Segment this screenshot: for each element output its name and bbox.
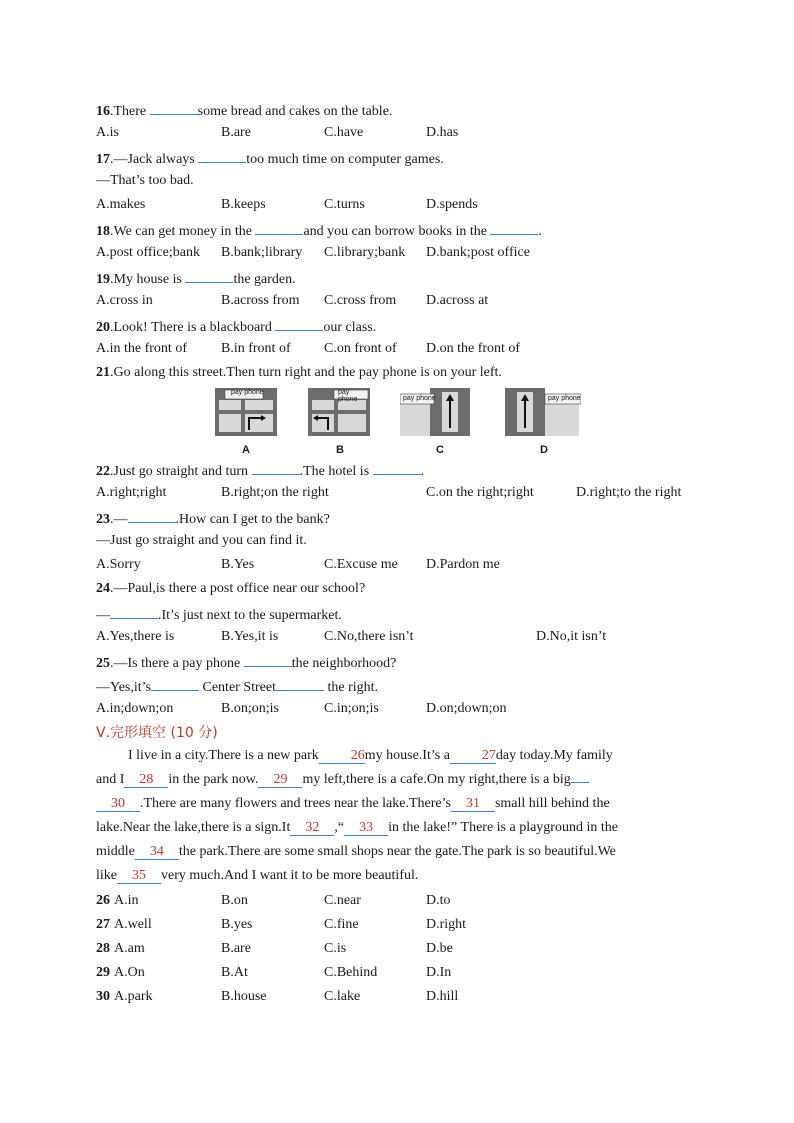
question-25: [96, 652, 396, 673]
passage-text: my left,there is a cafe.On my right,there is a big: [302, 772, 571, 787]
question-18: [96, 220, 542, 241]
question-text: .—Jack always: [110, 152, 199, 167]
passage-line: [96, 768, 696, 792]
option-c[interactable]: C.near: [324, 893, 361, 908]
option-a[interactable]: A.in the front of: [96, 341, 187, 356]
question-text: our class.: [323, 320, 377, 335]
question-number: 23: [96, 512, 110, 527]
option-d[interactable]: D.be: [426, 941, 453, 956]
option-d[interactable]: D.on;down;on: [426, 701, 507, 716]
reply-23: —Just go straight and you can find it.: [96, 533, 307, 548]
reply-24: [96, 604, 342, 625]
question-number: 22: [96, 464, 110, 479]
option-a[interactable]: A.Yes,there is: [96, 629, 175, 644]
cloze-blank-27[interactable]: 27: [450, 748, 496, 764]
question-text: .There: [110, 104, 150, 119]
question-number: 30: [96, 989, 110, 1004]
passage-text: I live in a city.There is a new park: [128, 748, 319, 763]
question-23: [96, 508, 330, 529]
passage-text: small hill behind the: [494, 796, 610, 811]
picture-label-a: A: [242, 444, 250, 456]
answer-blank[interactable]: [373, 460, 421, 475]
option-d[interactable]: D.bank;post office: [426, 245, 530, 260]
passage-text: in the lake!” There is a playground in the: [388, 820, 618, 835]
option-a[interactable]: A.post office;bank: [96, 245, 200, 260]
question-text: too much time on computer games.: [246, 152, 444, 167]
passage-line: [96, 744, 696, 768]
passage-text: the park.There are some small shops near the gate.The park is so beautiful.We: [178, 844, 616, 859]
option-a[interactable]: A.in;down;on: [96, 701, 174, 716]
option-a[interactable]: A.Sorry: [96, 557, 141, 572]
passage-text: .There are many flowers and trees near the lake.There’s: [140, 796, 451, 811]
picture-label-b: B: [336, 444, 344, 456]
answer-blank[interactable]: [490, 220, 538, 235]
question-number: 18: [96, 224, 110, 239]
answer-blank[interactable]: [110, 604, 158, 619]
cloze-blank-31[interactable]: 31: [451, 796, 495, 812]
cloze-blank-30-start[interactable]: [571, 782, 589, 783]
question-20: [96, 316, 376, 337]
question-text: .—Is there a pay phone: [110, 656, 244, 671]
question-text: the neighborhood?: [291, 656, 397, 671]
cloze-blank-33[interactable]: 33: [344, 820, 388, 836]
question-text: .—: [110, 512, 128, 527]
question-17: [96, 148, 444, 169]
answer-blank[interactable]: [244, 652, 292, 667]
option-a[interactable]: A.right;right: [96, 485, 167, 500]
option-b[interactable]: B.on: [221, 893, 248, 908]
picture-label-d: D: [540, 444, 548, 456]
question-number: 17: [96, 152, 110, 167]
option-d[interactable]: D.No,it isn’t: [536, 629, 607, 644]
map-picture-d[interactable]: [505, 388, 581, 436]
option-a[interactable]: A.makes: [96, 197, 146, 212]
passage-line: [96, 816, 696, 840]
answer-blank[interactable]: [275, 316, 323, 331]
option-d[interactable]: D.spends: [426, 197, 478, 212]
option-a[interactable]: A.is: [96, 125, 119, 140]
option-b[interactable]: B.on;on;is: [221, 701, 279, 716]
option-d[interactable]: D.right;to the right: [576, 485, 682, 500]
question-number: 28: [96, 941, 110, 956]
question-text: .: [420, 464, 425, 479]
passage-text: lake.Near the lake,there is a sign.It: [96, 820, 291, 835]
passage-text: my house.It’s a: [364, 748, 450, 763]
question-text: .: [538, 224, 542, 239]
map-picture-b[interactable]: [308, 388, 370, 436]
answer-blank[interactable]: [150, 100, 198, 115]
option-c[interactable]: C.Behind: [324, 965, 378, 980]
reply-25: [96, 676, 378, 697]
passage-text: very much.And I want it to be more beautiful.: [161, 868, 419, 883]
option-c[interactable]: C.Excuse me: [324, 557, 398, 572]
option-c[interactable]: C.on front of: [324, 341, 397, 356]
answer-blank[interactable]: [151, 676, 199, 691]
sign-label: pay phone: [548, 395, 581, 402]
cloze-blank-32[interactable]: 32: [290, 820, 334, 836]
question-number: 19: [96, 272, 110, 287]
answer-blank[interactable]: [276, 676, 324, 691]
option-a[interactable]: A.well: [114, 917, 152, 932]
sign-label: pay phone: [403, 395, 436, 402]
question-21: [96, 364, 502, 382]
option-b[interactable]: B.house: [221, 989, 267, 1004]
question-number: 25: [96, 656, 110, 671]
option-b[interactable]: B.At: [221, 965, 248, 980]
sign-label: pay phone: [338, 389, 358, 403]
question-text: .—Paul,is there a post office near our school?: [110, 581, 366, 596]
option-a[interactable]: A.On: [114, 965, 145, 980]
reply-17: —That’s too bad.: [96, 173, 194, 188]
map-picture-c[interactable]: [400, 388, 474, 436]
option-a[interactable]: A.in: [114, 893, 139, 908]
option-a[interactable]: A.park: [114, 989, 153, 1004]
question-text: .How can I get to the bank?: [175, 512, 330, 527]
option-c[interactable]: C.cross from: [324, 293, 397, 308]
option-c[interactable]: C.fine: [324, 917, 359, 932]
option-b[interactable]: B.right;on the right: [221, 485, 329, 500]
passage-text: like: [96, 868, 117, 883]
option-b[interactable]: B.are: [221, 125, 251, 140]
answer-blank[interactable]: [185, 268, 233, 283]
option-c[interactable]: C.in;on;is: [324, 701, 379, 716]
question-text: .Just go straight and turn: [110, 464, 252, 479]
cloze-blank-28[interactable]: 28: [124, 772, 168, 788]
question-number: 27: [96, 917, 110, 932]
map-picture-a[interactable]: [215, 388, 277, 436]
question-text: .Go along this street.Then turn right and the pay phone is on your left.: [110, 365, 502, 380]
passage-line: [96, 840, 696, 864]
answer-blank[interactable]: [252, 460, 300, 475]
reply-text: —: [96, 608, 110, 623]
reply-text: the right.: [323, 680, 379, 695]
question-text: and you can borrow books in the: [303, 224, 491, 239]
cloze-blank-30[interactable]: 30: [96, 796, 140, 812]
option-d[interactable]: D.has: [426, 125, 459, 140]
passage-text: day today.My family: [495, 748, 613, 763]
reply-text: .It’s just next to the supermarket.: [158, 608, 342, 623]
answer-blank[interactable]: [128, 508, 176, 523]
option-c[interactable]: C.turns: [324, 197, 365, 212]
question-22: [96, 460, 424, 481]
option-c[interactable]: C.lake: [324, 989, 361, 1004]
question-text: .My house is: [110, 272, 186, 287]
question-text: the garden.: [233, 272, 296, 287]
passage-line: [96, 864, 696, 888]
option-b[interactable]: B.yes: [221, 917, 253, 932]
reply-text: Center Street: [199, 680, 276, 695]
picture-label-c: C: [436, 444, 444, 456]
option-b[interactable]: B.bank;library: [221, 245, 303, 260]
question-16: [96, 100, 392, 121]
option-d[interactable]: D.In: [426, 965, 452, 980]
option-d[interactable]: D.across at: [426, 293, 489, 308]
option-b[interactable]: B.Yes: [221, 557, 255, 572]
option-a[interactable]: A.cross in: [96, 293, 153, 308]
option-b[interactable]: B.Yes,it is: [221, 629, 279, 644]
option-b[interactable]: B.keeps: [221, 197, 266, 212]
question-number: 24: [96, 581, 110, 596]
section-title: Ⅴ.完形填空 (10 分): [96, 725, 218, 741]
option-d[interactable]: D.right: [426, 917, 467, 932]
passage-text: middle: [96, 844, 135, 859]
question-19: [96, 268, 296, 289]
sign-label: pay phone: [231, 389, 264, 396]
passage-text: and I: [96, 772, 125, 787]
cloze-passage: [96, 744, 696, 888]
option-d[interactable]: D.on the front of: [426, 341, 521, 356]
cloze-blank-35[interactable]: 35: [117, 868, 161, 884]
passage-line: [96, 792, 696, 816]
question-text: .We can get money in the: [110, 224, 256, 239]
reply-text: —Yes,it’s: [96, 680, 151, 695]
question-text: .The hotel is: [299, 464, 373, 479]
option-d[interactable]: D.Pardon me: [426, 557, 500, 572]
option-a[interactable]: A.am: [114, 941, 145, 956]
option-b[interactable]: B.in front of: [221, 341, 291, 356]
cloze-blank-29[interactable]: 29: [258, 772, 302, 788]
question-number: 26: [96, 893, 110, 908]
option-d[interactable]: D.to: [426, 893, 451, 908]
option-b[interactable]: B.across from: [221, 293, 300, 308]
option-c[interactable]: C.have: [324, 125, 364, 140]
option-d[interactable]: D.hill: [426, 989, 459, 1004]
question-number: 20: [96, 320, 110, 335]
question-24: [96, 580, 365, 598]
question-text: .Look! There is a blackboard: [110, 320, 276, 335]
cloze-blank-34[interactable]: 34: [135, 844, 179, 860]
option-b[interactable]: B.are: [221, 941, 251, 956]
passage-text: in the park now.: [168, 772, 259, 787]
passage-text: ,“: [334, 820, 345, 835]
option-c[interactable]: C.library;bank: [324, 245, 406, 260]
option-c[interactable]: C.is: [324, 941, 347, 956]
question-number: 21: [96, 365, 110, 380]
option-c[interactable]: C.No,there isn’t: [324, 629, 414, 644]
option-c[interactable]: C.on the right;right: [426, 485, 534, 500]
answer-blank[interactable]: [198, 148, 246, 163]
question-text: some bread and cakes on the table.: [197, 104, 393, 119]
question-number: 16: [96, 104, 110, 119]
answer-blank[interactable]: [255, 220, 303, 235]
cloze-blank-26[interactable]: 26: [319, 748, 365, 764]
question-number: 29: [96, 965, 110, 980]
